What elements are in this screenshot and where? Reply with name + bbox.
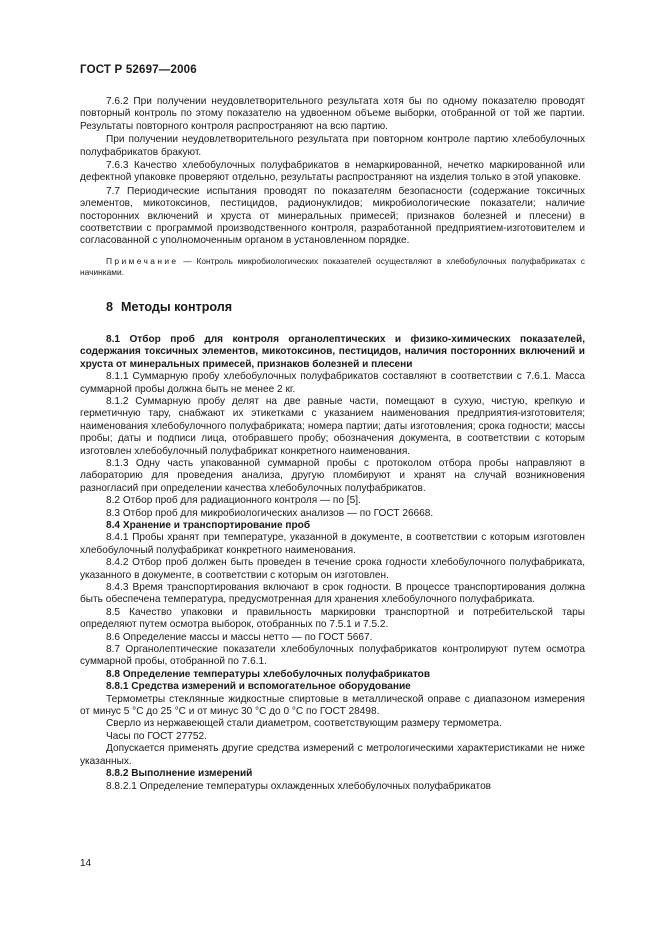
clause-8-1-2: 8.1.2 Суммарную пробу делят на две равные части, помещают в сухую, чистую, крепкую и герметичную тару, снабжают их этикетками с указанием наименования предприятия-изготовителя; наименования хлебобулочного полуфабриката; номера партии; даты изготовления; срока годности; массы пробы; даты и подписи лица, отобравшего пробу; обозначения документа, в соответствии с которым изготовлен хлебобулочный полуфабрикат конкретного наименования.: [80, 395, 585, 457]
note-label: Примечание: [106, 255, 179, 266]
clause-8-2: 8.2 Отбор проб для радиационного контроля — по [5].: [106, 495, 361, 507]
clause-8-8-1-alternatives: Допускается применять другие средства измерений с метрологическими характеристиками не ниже указанных.: [80, 743, 585, 767]
clause-8-8-2: 8.8.2 Выполнение измерений: [106, 768, 253, 780]
clause-8-8-1: 8.8.1 Средства измерений и вспомогательное оборудование: [106, 681, 411, 693]
clause-8-4-1: 8.4.1 Пробы хранят при температуре, указанной в документе, в соответствии с которым изготовлен хлебобулочный полуфабрикат конкретного наименования.: [80, 532, 585, 556]
clause-7-6-3: 7.6.3 Качество хлебобулочных полуфабрикатов в немаркированной, нечетко маркированной или дефектной упаковке проверяют отдельно, результаты распространяют на изделия только в этой упаковке.: [80, 160, 585, 184]
section-number: 8: [106, 299, 114, 314]
clause-8-8-1-thermometers: Термометры стеклянные жидкостные спиртовые в металлической оправе с диапазоном измерения от минус 5 °C до 25 °C и от минус 30 °C до 0 °C по ГОСТ 28498.: [80, 693, 585, 718]
clause-8-1-3: 8.1.3 Одну часть упакованной суммарной пробы с протоколом отбора пробы направляют в лабораторию для проведения анализа, другую пломбируют и хранят на случай возникновения разногласий при определении качества хлебобулочных полуфабрикатов.: [80, 457, 585, 494]
clause-7-6-2-continued: При получении неудовлетворительного результата при повторном контроле партию хлебобулочных полуфабрикатов бракуют.: [80, 134, 585, 158]
note-text: — Контроль микробиологических показателей осуществляют в хлебобулочных полуфабрикатах с начинками.: [80, 255, 585, 277]
clause-8-1: 8.1 Отбор проб для контроля органолептических и физико-химических показателей, содержания токсичных элементов, микотоксинов, пестицидов, наличия посторонних включений и хруста от минеральных примесей, признаков болезней и плесени: [80, 333, 585, 370]
document-body: [80, 96, 585, 793]
clause-8-8-1-clock: Часы по ГОСТ 27752.: [106, 730, 207, 742]
page-number: 14: [80, 858, 92, 869]
clause-7-6-2: 7.6.2 При получении неудовлетворительного результата хотя бы по одному показателю проводят повторный контроль по этому показателю на удвоенном объеме выборки, отобранной от той же партии. Результаты повторного контроля распространяют на всю партию.: [80, 96, 585, 132]
clause-8-8-2-1: 8.8.2.1 Определение температуры охлажденных хлебобулочных полуфабрикатов: [106, 780, 492, 792]
clause-8-1-1: 8.1.1 Суммарную пробу хлебобулочных полуфабрикатов составляют в соответствии с 7.6.1. Масса суммарной пробы должна быть не менее 2 кг.: [80, 371, 585, 395]
section-heading: [80, 300, 585, 314]
clause-8-3: 8.3 Отбор проб для микробиологических анализов — по ГОСТ 26668.: [106, 507, 434, 519]
clause-8-8-1-drill: Сверло из нержавеющей стали диаметром, соответствующим размеру термометра.: [106, 718, 502, 730]
note: [80, 256, 585, 278]
standard-header: ГОСТ Р 52697—2006: [80, 64, 197, 76]
clause-7-7: 7.7 Периодические испытания проводят по показателям безопасности (содержание токсичных элементов, микотоксинов, пестицидов, радионуклидов; микробиологические показатели; наличие посторонних включений и хруста от минеральных примесей; признаков болезней и плесени) в соответствии с программой производственного контроля, разработанной предприятием-изготовителем и согласованной с уполномоченным органом в установленном порядке.: [80, 185, 585, 247]
clause-8-4-3: 8.4.3 Время транспортирования включают в срок годности. В процессе транспортирования должна быть обеспечена температура, предусмотренная для хранения хлебобулочного полуфабриката.: [80, 582, 585, 606]
clause-8-6: 8.6 Определение массы и массы нетто — по ГОСТ 5667.: [106, 631, 373, 643]
section-title: Методы контроля: [121, 299, 233, 314]
clause-8-8: 8.8 Определение температуры хлебобулочных полуфабрикатов: [106, 668, 431, 680]
clause-8-4-2: 8.4.2 Отбор проб должен быть проведен в течение срока годности хлебобулочного полуфабриката, указанного в документе, в соответствии с которым он изготовлен.: [80, 557, 585, 581]
clause-8-4: 8.4 Хранение и транспортирование проб: [106, 519, 311, 531]
clause-8-5: 8.5 Качество упаковки и правильность маркировки транспортной и потребительской тары определяют путем осмотра выборок, отобранных по 7.5.1 и 7.5.2.: [80, 606, 585, 631]
clause-8-7: 8.7 Органолептические показатели хлебобулочных полуфабрикатов контролируют путем осмотра суммарной пробы, отобранной по 7.6.1.: [80, 644, 585, 668]
